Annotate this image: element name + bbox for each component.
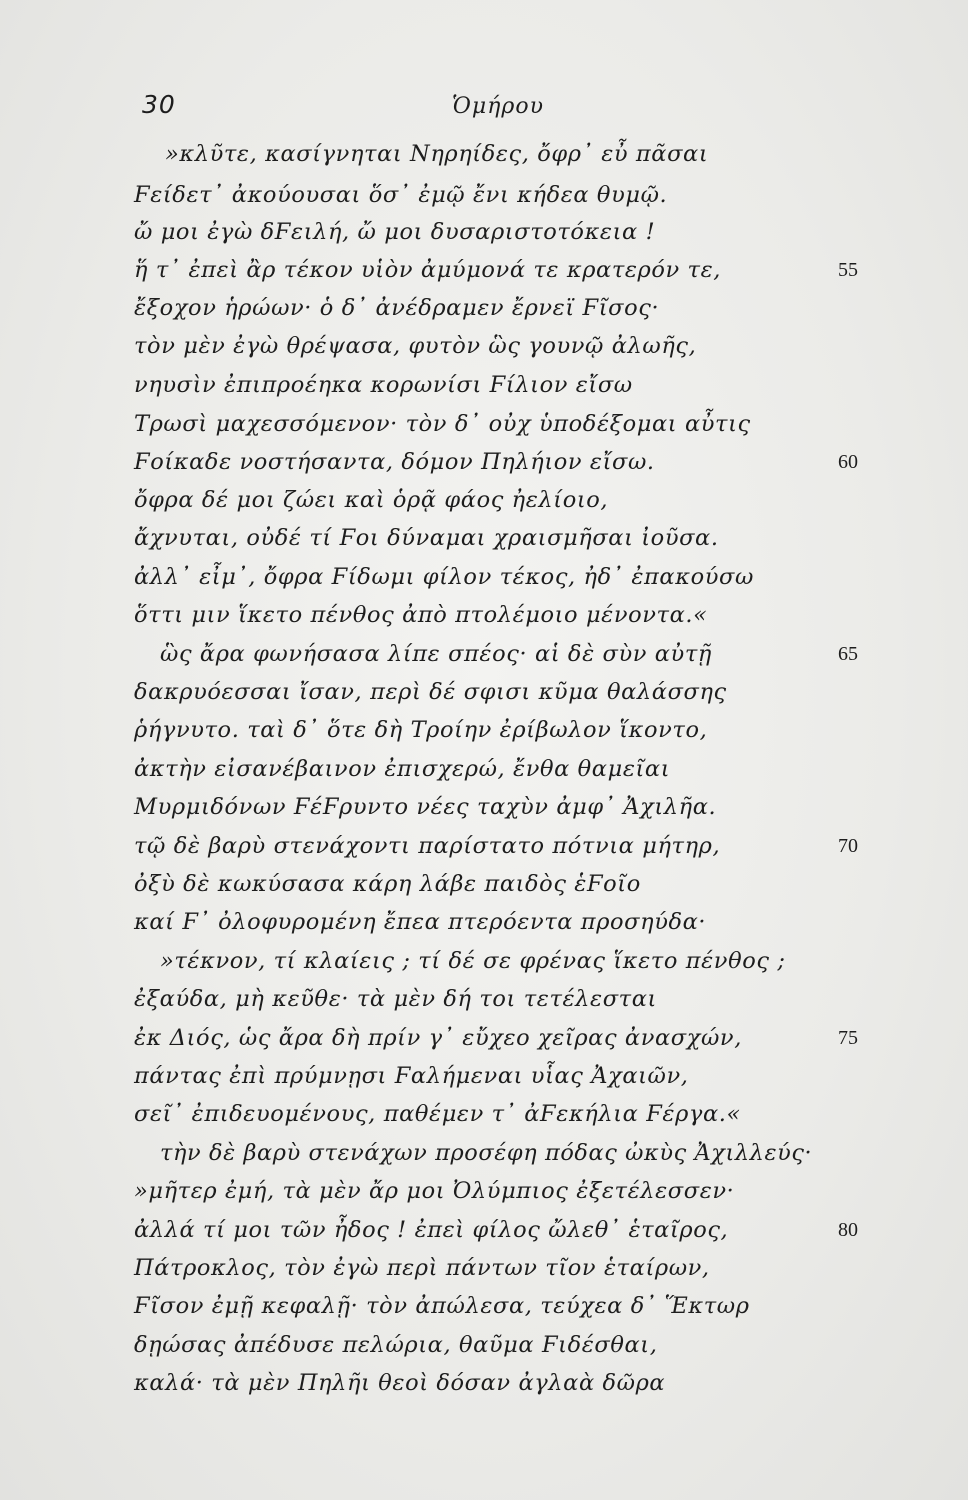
verse-line: πάντας ἐπὶ πρύμνῃσι Ϝαλήμεναι υἷας Ἀχαιῶν, xyxy=(134,1063,689,1089)
verse-line: »μῆτερ ἐμή, τὰ μὲν ἄρ μοι Ὀλύμπιος ἐξετέλεσσεν· xyxy=(134,1178,735,1204)
verse-line: ἥ τ᾽ ἐπεὶ ἂρ τέκον υἱὸν ἀμύμονά τε κρατερόν τε, xyxy=(134,257,722,283)
verse-line: σεῖ᾽ ἐπιδευομένους, παθέμεν τ᾽ ἀϜεκήλια Ϝέργα.« xyxy=(134,1101,741,1127)
verse-line: Ϝοίκαδε νοστήσαντα, δόμον Πηλήιον εἴσω. xyxy=(134,449,655,475)
verse-line: δῃώσας ἀπέδυσε πελώρια, θαῦμα Ϝιδέσθαι, xyxy=(134,1332,658,1358)
verse-line: ὤ μοι ἐγὼ δϜειλή, ὤ μοι δυσαριστοτόκεια ! xyxy=(134,219,656,245)
line-number: 75 xyxy=(838,1027,858,1049)
verse-line: νηυσὶν ἐπιπροέηκα κορωνίσι Ϝίλιον εἴσω xyxy=(134,372,633,398)
verse-line: ἀκτὴν εἰσανέβαινον ἐπισχερώ, ἔνθα θαμεῖαι xyxy=(134,756,671,782)
verse-line: »τέκνον, τί κλαίεις ; τί δέ σε φρένας ἵκετο πένθος ; xyxy=(160,948,786,974)
page-number: 30 xyxy=(142,90,176,119)
verse-line: καί Ϝ᾽ ὀλοφυρομένη ἔπεα πτερόεντα προσηύδα· xyxy=(134,909,707,935)
verse-line: ὅττι μιν ἵκετο πένθος ἀπὸ πτολέμοιο μένοντα.« xyxy=(134,602,708,628)
line-number: 80 xyxy=(838,1219,858,1241)
verse-line: ἀλλ᾽ εἶμ᾽, ὄφρα Ϝίδωμι φίλον τέκος, ἠδ᾽ ἐπακούσω xyxy=(134,564,754,590)
line-number: 60 xyxy=(838,451,858,473)
verse-line: Ϝείδετ᾽ ἀκούουσαι ὅσ᾽ ἐμῷ ἔνι κήδεα θυμῷ. xyxy=(134,182,668,208)
line-number: 55 xyxy=(838,259,858,281)
verse-line: ἀλλά τί μοι τῶν ἦδος ! ἐπεὶ φίλος ὤλεθ᾽ ἑταῖρος, xyxy=(134,1217,729,1243)
verse-line: ῥήγνυτο. ταὶ δ᾽ ὅτε δὴ Τροίην ἐρίβωλον ἵκοντο, xyxy=(134,717,708,743)
verse-line: ἐκ Διός, ὡς ἄρα δὴ πρίν γ᾽ εὔχεο χεῖρας ἀνασχών, xyxy=(134,1025,742,1051)
verse-line: Πάτροκλος, τὸν ἐγὼ περὶ πάντων τῖον ἑταίρων, xyxy=(134,1255,710,1281)
verse-line: ὄφρα δέ μοι ζώει καὶ ὁρᾷ φάος ἠελίοιο, xyxy=(134,487,609,513)
verse-line: »κλῦτε, κασίγνηται Νηρηίδες, ὄφρ᾽ εὖ πᾶσαι xyxy=(165,141,709,167)
verse-line: ἄχνυται, οὐδέ τί Ϝοι δύναμαι χραισμῆσαι ἰοῦσα. xyxy=(134,525,719,551)
line-number: 65 xyxy=(838,643,858,665)
verse-line: τῷ δὲ βαρὺ στενάχοντι παρίστατο πότνια μήτηρ, xyxy=(134,833,721,859)
verse-line: ὀξὺ δὲ κωκύσασα κάρη λάβε παιδὸς ἑϜοῖο xyxy=(134,871,641,897)
verse-line: δακρυόεσσαι ἴσαν, περὶ δέ σφισι κῦμα θαλάσσης xyxy=(134,679,727,705)
verse-line: ἐξαύδα, μὴ κεῦθε· τὰ μὲν δή τοι τετέλεσται xyxy=(134,986,657,1012)
verse-line: τὸν μὲν ἐγὼ θρέψασα, φυτὸν ὣς γουνῷ ἀλωῆς, xyxy=(134,333,697,359)
verse-line: καλά· τὰ μὲν Πηλῆι θεοὶ δόσαν ἀγλαὰ δῶρα xyxy=(134,1370,666,1396)
verse-line: Τρωσὶ μαχεσσόμενον· τὸν δ᾽ οὐχ ὑποδέξομαι αὖτις xyxy=(134,411,751,437)
verse-line: ὣς ἄρα φωνήσασα λίπε σπέος· αἱ δὲ σὺν αὐτῇ xyxy=(160,641,712,667)
verse-line: ἔξοχον ἡρώων· ὁ δ᾽ ἀνέδραμεν ἔρνεϊ Ϝῖσος· xyxy=(134,295,660,321)
verse-line: Μυρμιδόνων ϜέϜρυντο νέες ταχὺν ἀμφ᾽ Ἀχιλῆα. xyxy=(134,794,717,820)
verse-line: Ϝῖσον ἐμῇ κεφαλῇ· τὸν ἀπώλεσα, τεύχεα δ᾽ Ἕκτωρ xyxy=(134,1293,750,1319)
line-number: 70 xyxy=(838,835,858,857)
running-head: Ὁμήρου xyxy=(452,94,544,119)
verse-line: τὴν δὲ βαρὺ στενάχων προσέφη πόδας ὠκὺς Ἀχιλλεύς· xyxy=(160,1140,813,1166)
